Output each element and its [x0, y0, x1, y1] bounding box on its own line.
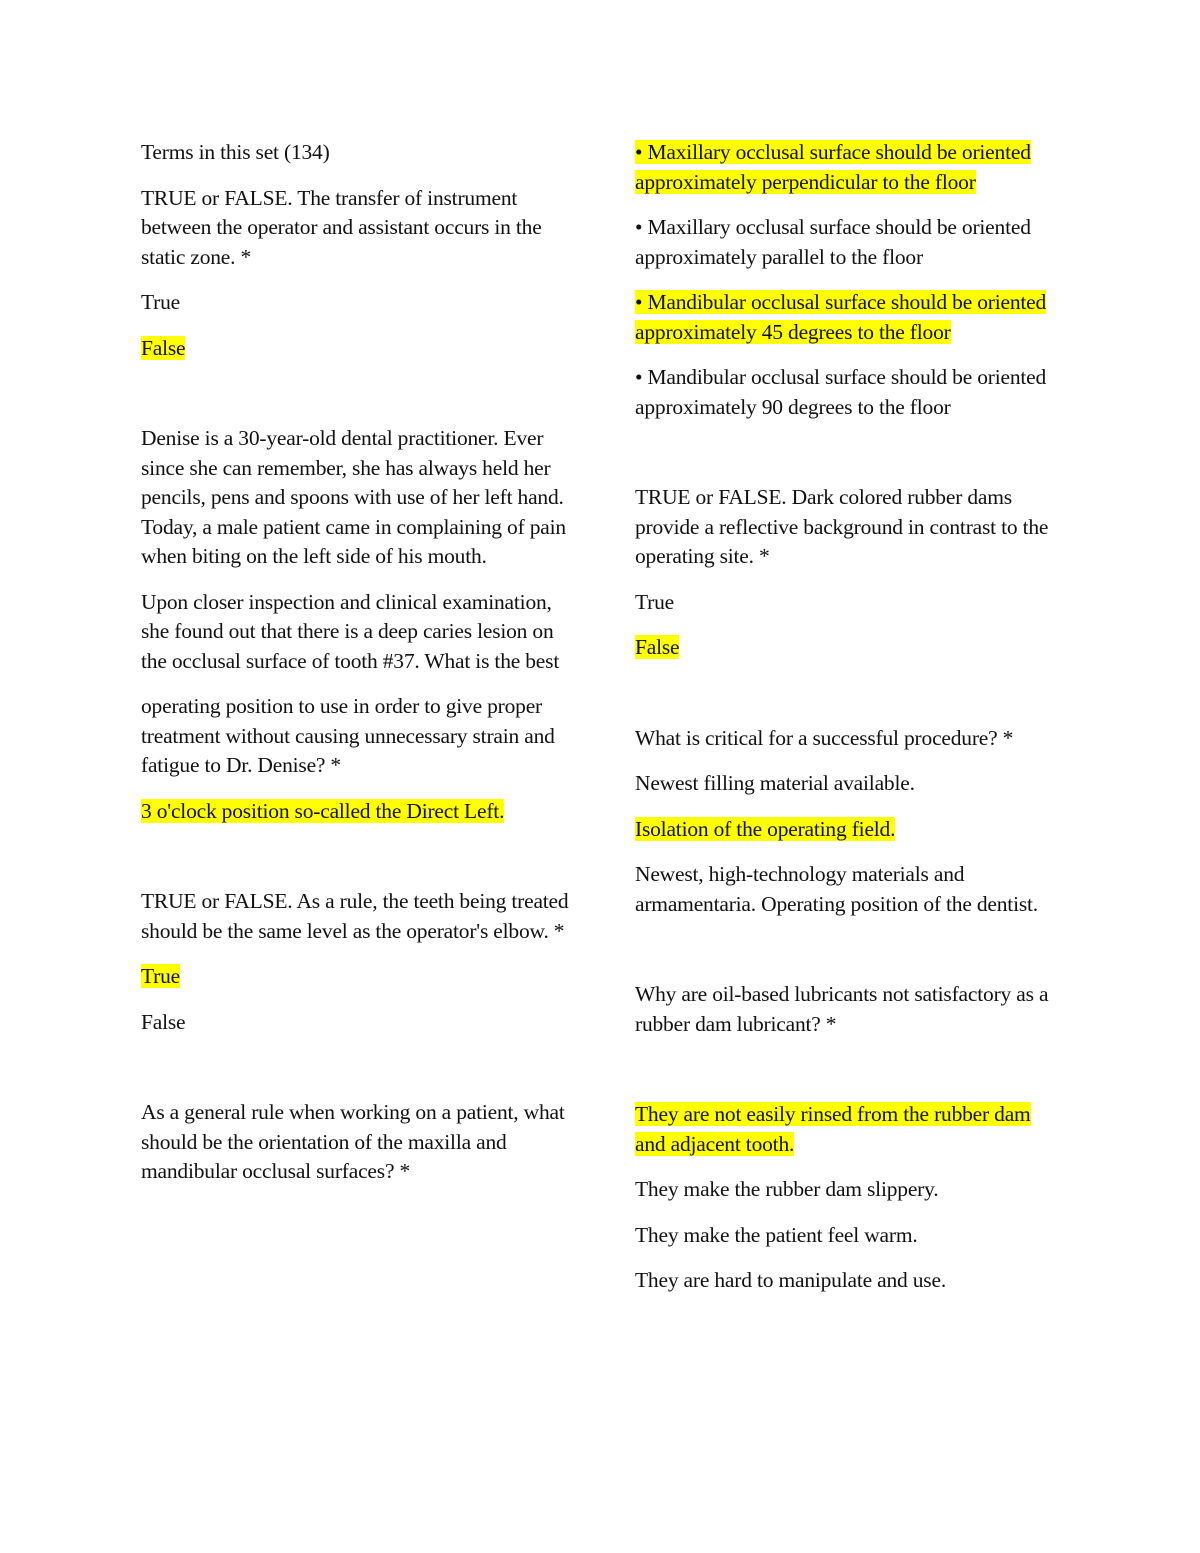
answer-direct-left [141, 797, 571, 827]
right-column [635, 138, 1065, 1312]
question-rubber-dam-color: TRUE or FALSE. Dark colored rubber dams provide a reflective background in contrast to the operating site. * [635, 485, 1049, 568]
option-false-text: False [141, 1009, 186, 1034]
option-false-answer [141, 334, 571, 364]
spacer [141, 379, 571, 424]
option-true [635, 588, 1065, 618]
option-true [141, 288, 571, 318]
spacer [635, 1055, 1065, 1100]
lubricant-option-1-answer [635, 1100, 1065, 1159]
left-column [141, 138, 571, 1203]
question-teeth-level: TRUE or FALSE. As a rule, the teeth being treated should be the same level as the operator's elbow. * [141, 889, 569, 943]
critical-option-2-answer [635, 815, 1065, 845]
question-critical-procedure: What is critical for a successful procedure? * [635, 725, 1014, 750]
option-true-answer [141, 962, 571, 992]
question-occlusal-orientation: As a general rule when working on a patient, what should be the orientation of the maxilla and mandibular occlusal surfaces? * [141, 1100, 565, 1183]
critical-option-1: Newest filling material available. [635, 771, 915, 795]
highlighted-answer: False [635, 635, 680, 659]
question-instrument-transfer: TRUE or FALSE. The transfer of instrument between the operator and assistant occurs in the static zone. * [141, 185, 542, 269]
critical-option-3: Newest, high-technology materials and armamentaria. Operating position of the dentist. [635, 862, 1038, 916]
lubricant-option-3: They make the patient feel warm. [635, 1222, 918, 1247]
spacer [635, 935, 1065, 980]
spacer [635, 679, 1065, 724]
highlighted-answer: • Mandibular occlusal surface should be oriented approximately 45 degrees to the floor [635, 290, 1047, 344]
question-denise-part2: Upon closer inspection and clinical examination, she found out that there is a deep caries lesion on the occlusal surface of tooth #37. What is the best [141, 589, 560, 673]
spacer [141, 842, 571, 887]
highlighted-answer: 3 o'clock position so-called the Direct Left. [141, 798, 505, 823]
highlighted-answer: False [141, 335, 186, 360]
question-oil-lubricants: Why are oil-based lubricants not satisfactory as a rubber dam lubricant? * [635, 982, 1049, 1036]
option-false [141, 1008, 571, 1038]
spacer [141, 1053, 571, 1098]
lubricant-option-2: They make the rubber dam slippery. [635, 1177, 939, 1201]
terms-count-header: Terms in this set (134) [141, 140, 330, 164]
option-true-text: True [141, 290, 181, 314]
lubricant-option-4: They are hard to manipulate and use. [635, 1268, 946, 1292]
highlighted-answer: • Maxillary occlusal surface should be oriented approximately perpendicular to the floor [635, 140, 1031, 194]
occlusal-option-4: • Mandibular occlusal surface should be oriented approximately 90 degrees to the floor [635, 365, 1047, 419]
occlusal-option-1-answer [635, 138, 1065, 197]
occlusal-option-2: • Maxillary occlusal surface should be oriented approximately parallel to the floor [635, 215, 1031, 269]
spacer [635, 438, 1065, 483]
question-denise-part3: operating position to use in order to give proper treatment without causing unnecessary strain and fatigue to Dr. Denise? * [141, 694, 555, 777]
occlusal-option-3-answer [635, 288, 1065, 347]
option-false-answer [635, 633, 1065, 663]
highlighted-answer: True [141, 964, 181, 988]
highlighted-answer: They are not easily rinsed from the rubber dam and adjacent tooth. [635, 1102, 1031, 1156]
option-true-text: True [635, 589, 675, 614]
question-denise-part1: Denise is a 30-year-old dental practitioner. Ever since she can remember, she has always held her pencils, pens and spoons with use of her left hand. Today, a male patient came in complaining of pain when biting on the left side of his mouth. [141, 426, 566, 568]
highlighted-answer: Isolation of the operating field. [635, 816, 896, 841]
